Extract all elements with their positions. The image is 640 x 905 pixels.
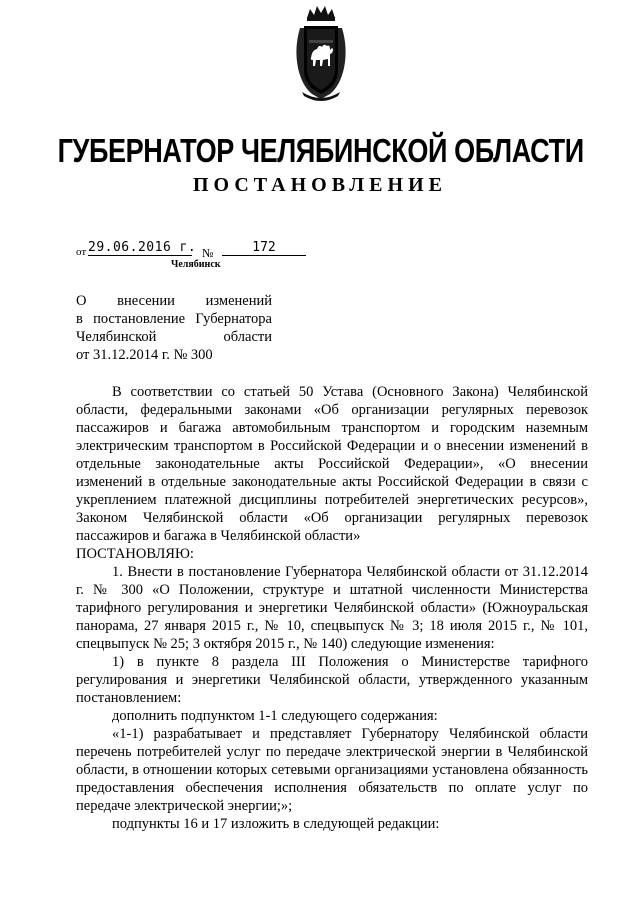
subitem-1-paragraph: 1) в пункте 8 раздела III Положения о Министерстве тарифного регулирования и энергетики Челябинской области, утвержденного указанным постановлением: — [76, 654, 588, 706]
quoted-subitem-paragraph: «1-1) разрабатывает и представляет Губернатору Челябинской области перечень потребителей услуг по передаче электрической энергии в Челябинской области, в отношении которых сетевыми организациями установлена обязанность предоставления обеспечения исполнения обязательств по оплате услуг по передаче электрической энергии;»; — [76, 726, 588, 814]
date-prefix-label: от — [76, 246, 87, 258]
document-type-heading: ПОСТАНОВЛЕНИЕ — [193, 174, 447, 196]
resolve-keyword: ПОСТАНОВЛЯЮ: — [76, 546, 194, 562]
document-body — [76, 383, 588, 833]
coat-of-arms-emblem — [290, 4, 352, 104]
subject-line: Челябинской области — [76, 329, 272, 345]
document-place: Челябинск — [171, 259, 221, 270]
organization-title: ГУБЕРНАТОР ЧЕЛЯБИНСКОЙ ОБЛАСТИ — [57, 132, 584, 169]
item-1-paragraph: 1. Внести в постановление Губернатора Челябинской области от 31.12.2014 г. № 300 «О Положении, структуре и штатной численности Министерства тарифного регулирования и энергетики Челябинской области» (Южноуральская панорама, 27 января 2015 г., № 10, спецвыпуск № 3; 18 июля 2015 г., № 101, спецвыпуск № 25; 3 октября 2015 г., № 140) следующие изменения: — [76, 564, 588, 652]
document-date: 29.06.2016 г. — [88, 240, 197, 255]
subject-line: О внесении изменений — [76, 293, 272, 309]
supplement-paragraph: дополнить подпунктом 1-1 следующего содержания: — [112, 708, 438, 724]
subject-line: в постановление Губернатора — [76, 311, 272, 327]
document-subject — [76, 292, 272, 364]
number-prefix-label: № — [202, 246, 214, 260]
document-number: 172 — [222, 240, 306, 256]
preamble-paragraph: В соответствии со статьей 50 Устава (Основного Закона) Челябинской области, федеральными законами «Об организации регулярных перевозок пассажиров и багажа автомобильным транспортом и городским наземным электрическим транспортом в Российской Федерации и о внесении изменений в отдельные законодательные акты Российской Федерации», «О внесении изменений в отдельные законодательные акты Российской Федерации в связи с укреплением платежной дисциплины потребителей энергетических ресурсов», Законом Челябинской области «Об организации регулярных перевозок пассажиров и багажа в Челябинской области» — [76, 384, 588, 544]
subparagraphs-paragraph: подпункты 16 и 17 изложить в следующей редакции: — [112, 816, 440, 832]
subject-line: от 31.12.2014 г. № 300 — [76, 347, 213, 363]
